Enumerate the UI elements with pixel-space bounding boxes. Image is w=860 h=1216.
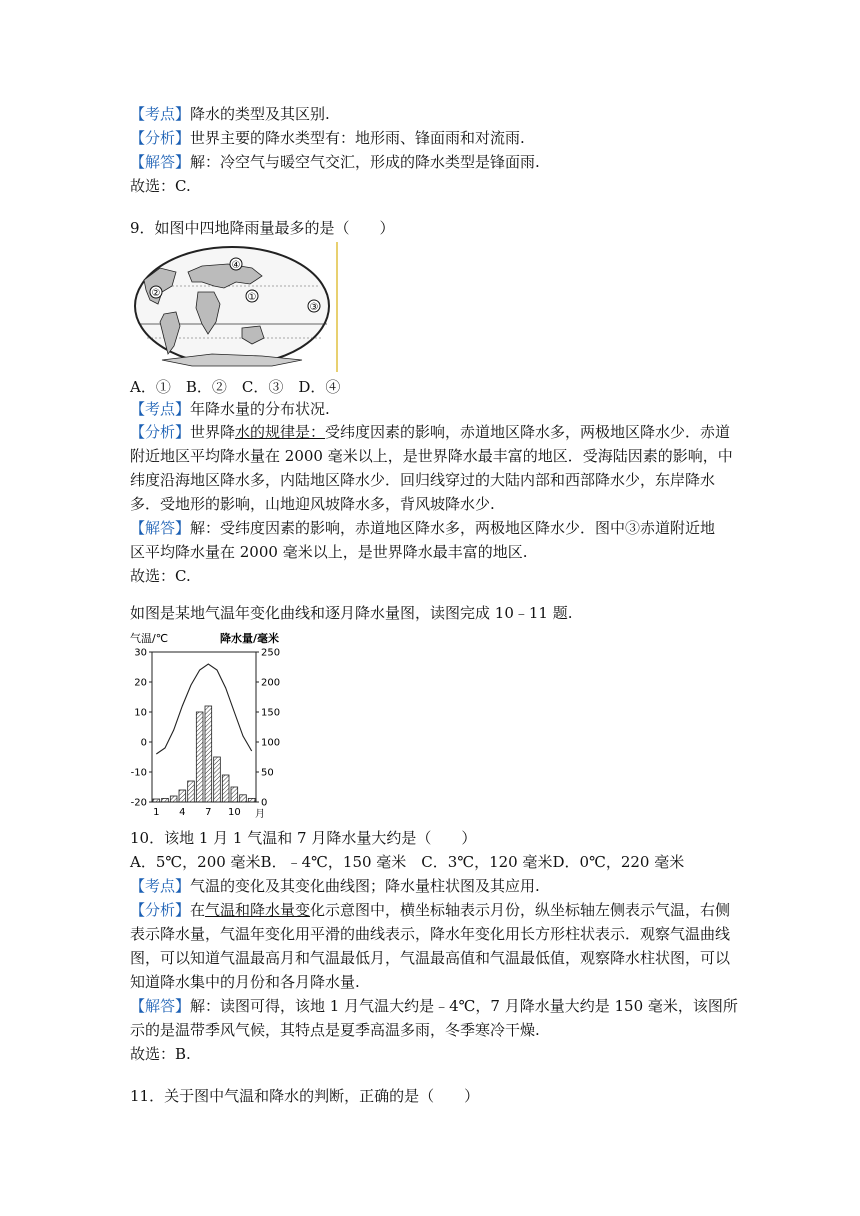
q8-fenxi: 世界主要的降水类型有：地形雨、锋面雨和对流雨. [190, 129, 525, 147]
precipitation-bar [170, 796, 177, 802]
kaodian-tag: 【考点】 [130, 877, 191, 895]
world-map-figure [132, 242, 338, 372]
q9-jieda-line-1 [130, 517, 715, 539]
precipitation-bar [179, 790, 186, 802]
svg-text:③: ③ [309, 302, 319, 313]
climate-chart [128, 630, 290, 820]
q9-fenxi-line-4: 多．受地形的影响，山地迎风坡降水多，背风坡降水少. [130, 495, 495, 513]
right-tick-label: 150 [261, 707, 281, 719]
temperature-curve [156, 664, 251, 754]
x-axis-label: 月 [255, 809, 265, 820]
precipitation-bar [162, 798, 169, 802]
q11-question: 11．关于图中气温和降水的判断，正确的是（ ） [130, 1087, 480, 1105]
q9-fenxi-line-2: 附近地区平均降水量在 2000 毫米以上，是世界降水最丰富的地区．受海陆因素的影响，中 [130, 447, 733, 465]
q8-jieda: 解：冷空气与暖空气交汇，形成的降水类型是锋面雨. [190, 153, 540, 171]
svg-text:①: ① [247, 292, 257, 303]
jieda-tag: 【解答】 [130, 519, 191, 537]
q8-kaodian-line [130, 103, 330, 125]
q9-fenxi-line-3: 纬度沿海地区降水多，内陆地区降水少．回归线穿过的大陆内部和西部降水少，东岸降水 [130, 471, 716, 489]
precipitation-bar [205, 706, 212, 802]
q10-answer: 故选：B. [130, 1045, 191, 1063]
right-tick-label: 50 [261, 767, 274, 779]
right-tick-label: 0 [261, 797, 268, 809]
precipitation-bar [240, 795, 247, 802]
right-tick-label: 200 [261, 677, 281, 689]
precipitation-bar [153, 799, 160, 802]
svg-text:②: ② [151, 288, 161, 299]
q10-fenxi-line-1 [130, 899, 730, 921]
q10-fenxi-line-4: 知道降水集中的月份和各月降水量. [130, 973, 360, 991]
map-marker-3 [308, 300, 320, 313]
left-tick-label: 10 [134, 707, 147, 719]
kaodian-tag: 【考点】 [130, 105, 191, 123]
q9-jieda-line-2: 区平均降水量在 2000 毫米以上，是世界降水最丰富的地区. [130, 543, 528, 561]
fenxi-tag: 【分析】 [130, 901, 191, 919]
q10-jieda-line-1 [130, 995, 738, 1017]
precipitation-bar [231, 787, 238, 802]
svg-text:④: ④ [231, 260, 241, 271]
map-marker-1 [246, 290, 258, 303]
x-tick-label: 4 [179, 807, 186, 818]
x-tick-label: 1 [153, 807, 160, 818]
map-marker-4 [230, 258, 242, 271]
q10-fenxi-text: 化示意图中，横坐标轴表示月份，纵坐标轴左侧表示气温，右侧 [310, 901, 731, 919]
kaodian-tag: 【考点】 [130, 400, 191, 418]
right-axis-label: 降水量/毫米 [220, 632, 280, 645]
precipitation-bar [222, 775, 229, 802]
plot-frame [152, 652, 256, 802]
q10-fenxi-underline: 气温和降水量变 [205, 901, 311, 919]
jieda-tag: 【解答】 [130, 997, 191, 1015]
q10-kaodian-line [130, 875, 540, 897]
q9-kaodian: 年降水量的分布状况. [190, 400, 330, 418]
q8-jieda-line [130, 151, 540, 173]
left-tick-label: -10 [130, 767, 147, 779]
map-marker-2 [150, 286, 162, 299]
q10-fenxi-line-3: 图，可以知道气温最高月和气温最低月，气温最高值和气温最低值，观察降水柱状图，可以 [130, 949, 731, 967]
q10-kaodian: 气温的变化及其变化曲线图；降水量柱状图及其应用. [190, 877, 540, 895]
fenxi-tag: 【分析】 [130, 423, 191, 441]
q8-answer: 故选：C. [130, 177, 191, 195]
jieda-tag: 【解答】 [130, 153, 191, 171]
q9-kaodian-line [130, 398, 330, 420]
left-axis-label: 气温/℃ [130, 632, 169, 645]
x-tick-label: 10 [227, 807, 241, 818]
precipitation-bar [214, 757, 221, 802]
precipitation-bar [188, 781, 195, 802]
q10-jieda-line-2: 示的是温带季风气候，其特点是夏季高温多雨，冬季寒冷干燥. [130, 1021, 540, 1039]
left-tick-label: 0 [140, 737, 147, 749]
q10-options: A．5℃，200 毫米B．﹣4℃，150 毫米 C．3℃，120 毫米D．0℃，220 毫米 [130, 853, 685, 871]
q10-question: 10．该地 1 月 1 气温和 7 月降水量大约是（ ） [130, 829, 477, 847]
q10-fenxi-text: 在 [190, 901, 206, 919]
x-tick-label: 7 [205, 807, 212, 818]
q10-jieda-text: 解：读图可得，该地 1 月气温大约是﹣4℃，7 月降水量大约是 150 毫米，该图所 [190, 997, 738, 1015]
q8-kaodian: 降水的类型及其区别. [190, 105, 330, 123]
q9-answer: 故选：C. [130, 567, 191, 585]
intro-10-11: 如图是某地气温年变化曲线和逐月降水量图，读图完成 10﹣11 题. [130, 604, 573, 622]
left-tick-label: 20 [134, 677, 147, 689]
precipitation-bar [248, 798, 255, 802]
precipitation-bar [196, 712, 203, 802]
q10-fenxi-line-2: 表示降水量，气温年变化用平滑的曲线表示，降水年变化用长方形柱状表示．观察气温曲线 [130, 925, 731, 943]
right-tick-label: 250 [261, 647, 281, 659]
q9-fenxi-text: 世界降 [190, 423, 236, 441]
fenxi-tag: 【分析】 [130, 129, 191, 147]
q9-jieda-text: 解：受纬度因素的影响，赤道地区降水多，两极地区降水少．图中③赤道附近地 [190, 519, 716, 537]
q8-fenxi-line [130, 127, 525, 149]
q9-fenxi-text: 受纬度因素的影响，赤道地区降水多，两极地区降水少．赤道 [325, 423, 731, 441]
left-tick-label: 30 [134, 647, 147, 659]
left-tick-label: -20 [130, 797, 147, 809]
q9-options: A．① B．② C．③ D．④ [130, 378, 341, 396]
q9-question: 9．如图中四地降雨量最多的是（ ） [130, 219, 395, 237]
q9-fenxi-line-1 [130, 421, 730, 443]
right-tick-label: 100 [261, 737, 281, 749]
q9-fenxi-underline: 水的规律是： [235, 423, 326, 441]
